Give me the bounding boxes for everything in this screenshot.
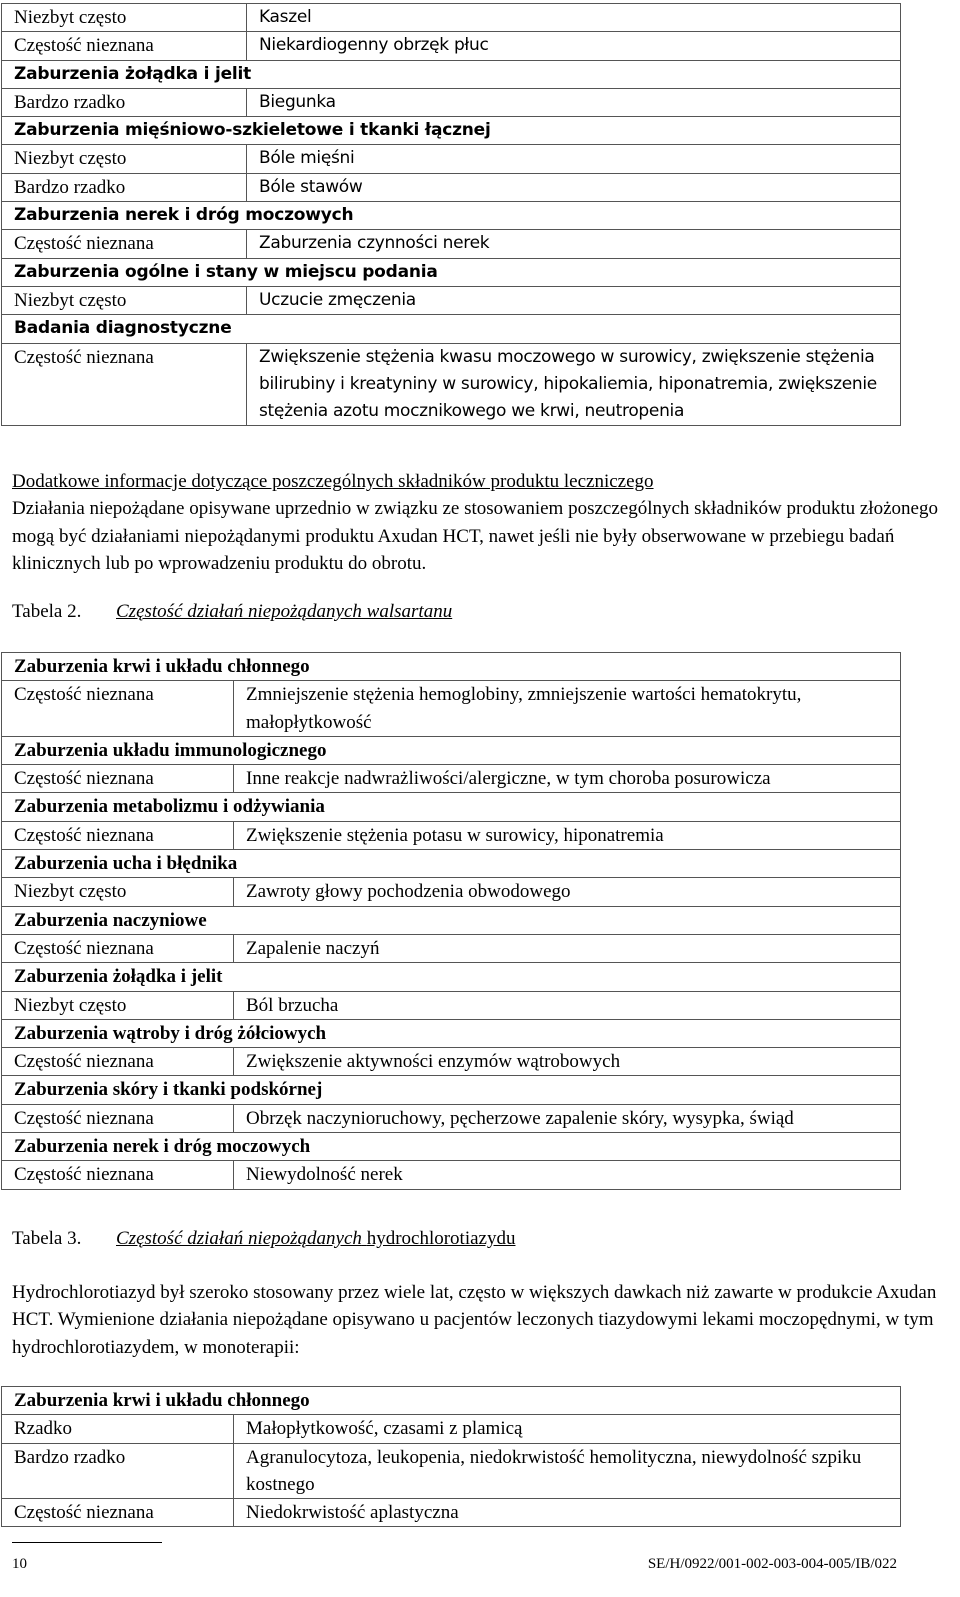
soc-header-row: [2, 793, 901, 821]
table-row: [2, 991, 901, 1019]
soc-header: Zaburzenia krwi i układu chłonnego: [2, 653, 901, 681]
table-3-intro: Hydrochlorotiazyd był szeroko stosowany przez wiele lat, często w większych dawkach niż zawarte w produkcie Axudan HCT. Wymienione działania niepożądane opisywano u pacjentów leczonych tiazydowymi lekami moczopędnymi, w tym hydrochlorotiazydem, w monoterapii:: [12, 1282, 937, 1358]
table-2-body: [2, 653, 901, 1190]
frequency-cell: Niezbyt często: [2, 878, 234, 906]
frequency-cell: Częstość nieznana: [2, 821, 234, 849]
table-row: [2, 1499, 901, 1527]
table-row: [2, 343, 901, 426]
soc-header: Zaburzenia mięśniowo-szkieletowe i tkanki łącznej: [2, 117, 901, 145]
frequency-cell: Częstość nieznana: [2, 1104, 234, 1132]
table-row: [2, 4, 901, 32]
table-row: [2, 1104, 901, 1132]
soc-header-row: [2, 117, 901, 145]
table-2-caption: [12, 598, 452, 625]
effect-cell: Kaszel: [247, 4, 901, 32]
soc-header: Zaburzenia naczyniowe: [2, 906, 901, 934]
effect-cell: Zapalenie naczyń: [234, 934, 901, 962]
soc-header: Zaburzenia ogólne i stany w miejscu podania: [2, 258, 901, 286]
adverse-effects-table-1: [1, 3, 901, 426]
frequency-cell: Niezbyt często: [2, 991, 234, 1019]
soc-header-row: [2, 258, 901, 286]
soc-header: Zaburzenia wątroby i dróg żółciowych: [2, 1019, 901, 1047]
table-row: [2, 230, 901, 258]
table-row: [2, 32, 901, 60]
effect-cell: Zawroty głowy pochodzenia obwodowego: [234, 878, 901, 906]
table-3-label: Tabela 3.: [12, 1228, 82, 1249]
frequency-cell: Częstość nieznana: [2, 1161, 234, 1189]
effect-cell: Inne reakcje nadwrażliwości/alergiczne, w tym choroba posurowicza: [234, 765, 901, 793]
table-row: [2, 681, 901, 737]
document-reference: SE/H/0922/001-002-003-004-005/IB/022: [647, 1556, 897, 1572]
effect-cell: Zwiększenie stężenia potasu w surowicy, hiponatremia: [234, 821, 901, 849]
soc-header-row: [2, 315, 901, 343]
table-row: [2, 934, 901, 962]
soc-header-row: [2, 202, 901, 230]
table-row: [2, 145, 901, 173]
effect-cell: Obrzęk naczynioruchowy, pęcherzowe zapalenie skóry, wysypka, świąd: [234, 1104, 901, 1132]
table-1-body: [2, 4, 901, 426]
frequency-cell: Częstość nieznana: [2, 765, 234, 793]
table-3-caption: [12, 1225, 515, 1252]
effect-cell: Niekardiogenny obrzęk płuc: [247, 32, 901, 60]
table-row: [2, 821, 901, 849]
additional-info-heading: Dodatkowe informacje dotyczące poszczególnych składników produktu leczniczego: [12, 471, 654, 492]
effect-cell: Zaburzenia czynności nerek: [247, 230, 901, 258]
effect-cell: Niewydolność nerek: [234, 1161, 901, 1189]
table-3-body: [2, 1387, 901, 1527]
table-row: [2, 1443, 901, 1499]
soc-header-row: [2, 736, 901, 764]
page-number: 10: [12, 1556, 27, 1572]
soc-header-row: [2, 1133, 901, 1161]
soc-header-row: [2, 1076, 901, 1104]
table-row: [2, 1415, 901, 1443]
soc-header-row: [2, 906, 901, 934]
soc-header: Zaburzenia ucha i błędnika: [2, 850, 901, 878]
frequency-cell: Rzadko: [2, 1415, 234, 1443]
frequency-cell: Częstość nieznana: [2, 1048, 234, 1076]
additional-info-text: Działania niepożądane opisywane uprzednio w związku ze stosowaniem poszczególnych składników produktu złożonego mogą być działaniami niepożądanymi produktu Axudan HCT, nawet jeśli nie były obserwowane w przebiegu badań klinicznych lub po wprowadzeniu produktu do obrotu.: [12, 498, 938, 574]
soc-header: Zaburzenia nerek i dróg moczowych: [2, 202, 901, 230]
frequency-cell: Bardzo rzadko: [2, 173, 247, 201]
effect-cell: Ból brzucha: [234, 991, 901, 1019]
table-row: [2, 173, 901, 201]
effect-cell: Bóle mięśni: [247, 145, 901, 173]
adverse-effects-table-3: [1, 1386, 901, 1527]
frequency-cell: Częstość nieznana: [2, 934, 234, 962]
frequency-cell: Częstość nieznana: [2, 681, 234, 737]
additional-info: [12, 468, 947, 577]
frequency-cell: Częstość nieznana: [2, 32, 247, 60]
soc-header-row: [2, 60, 901, 88]
soc-header-row: [2, 1387, 901, 1415]
effect-cell: Zwiększenie aktywności enzymów wątrobowych: [234, 1048, 901, 1076]
frequency-cell: Częstość nieznana: [2, 343, 247, 426]
soc-header: Badania diagnostyczne: [2, 315, 901, 343]
table-row: [2, 765, 901, 793]
effect-cell: Uczucie zmęczenia: [247, 286, 901, 314]
frequency-cell: Bardzo rzadko: [2, 88, 247, 116]
table-row: [2, 1161, 901, 1189]
effect-cell: Niedokrwistość aplastyczna: [234, 1499, 901, 1527]
soc-header: Zaburzenia metabolizmu i odżywiania: [2, 793, 901, 821]
soc-header: Zaburzenia krwi i układu chłonnego: [2, 1387, 901, 1415]
frequency-cell: Niezbyt często: [2, 4, 247, 32]
soc-header: Zaburzenia żołądka i jelit: [2, 60, 901, 88]
effect-cell: Biegunka: [247, 88, 901, 116]
table-row: [2, 286, 901, 314]
effect-cell: Agranulocytoza, leukopenia, niedokrwistość hemolityczna, niewydolność szpiku kostnego: [234, 1443, 901, 1499]
table-row: [2, 88, 901, 116]
effect-cell: Zmniejszenie stężenia hemoglobiny, zmniejszenie wartości hematokrytu, małopłytkowość: [234, 681, 901, 737]
frequency-cell: Bardzo rzadko: [2, 1443, 234, 1499]
table-2-label: Tabela 2.: [12, 601, 82, 622]
table-3-title-italic: Częstość działań niepożądanych: [116, 1228, 362, 1249]
table-3-title-rest: hydrochlorotiazydu: [366, 1228, 516, 1249]
effect-cell: Małopłytkowość, czasami z plamicą: [234, 1415, 901, 1443]
frequency-cell: Niezbyt często: [2, 286, 247, 314]
frequency-cell: Niezbyt często: [2, 145, 247, 173]
effect-cell: Bóle stawów: [247, 173, 901, 201]
frequency-cell: Częstość nieznana: [2, 230, 247, 258]
frequency-cell: Częstość nieznana: [2, 1499, 234, 1527]
soc-header-row: [2, 963, 901, 991]
soc-header-row: [2, 653, 901, 681]
table-row: [2, 1048, 901, 1076]
soc-header: Zaburzenia żołądka i jelit: [2, 963, 901, 991]
effect-cell: Zwiększenie stężenia kwasu moczowego w surowicy, zwiększenie stężenia bilirubiny i kreatyniny w surowicy, hipokaliemia, hiponatremia, zwiększenie stężenia azotu mocznikowego we krwi, neutropenia: [247, 343, 901, 426]
soc-header-row: [2, 1019, 901, 1047]
soc-header-row: [2, 850, 901, 878]
soc-header: Zaburzenia układu immunologicznego: [2, 736, 901, 764]
soc-header: Zaburzenia skóry i tkanki podskórnej: [2, 1076, 901, 1104]
table-2-title: Częstość działań niepożądanych walsartanu: [116, 601, 453, 622]
adverse-effects-table-2: [1, 652, 901, 1190]
table-row: [2, 878, 901, 906]
footer-rule: [12, 1542, 162, 1543]
soc-header: Zaburzenia nerek i dróg moczowych: [2, 1133, 901, 1161]
